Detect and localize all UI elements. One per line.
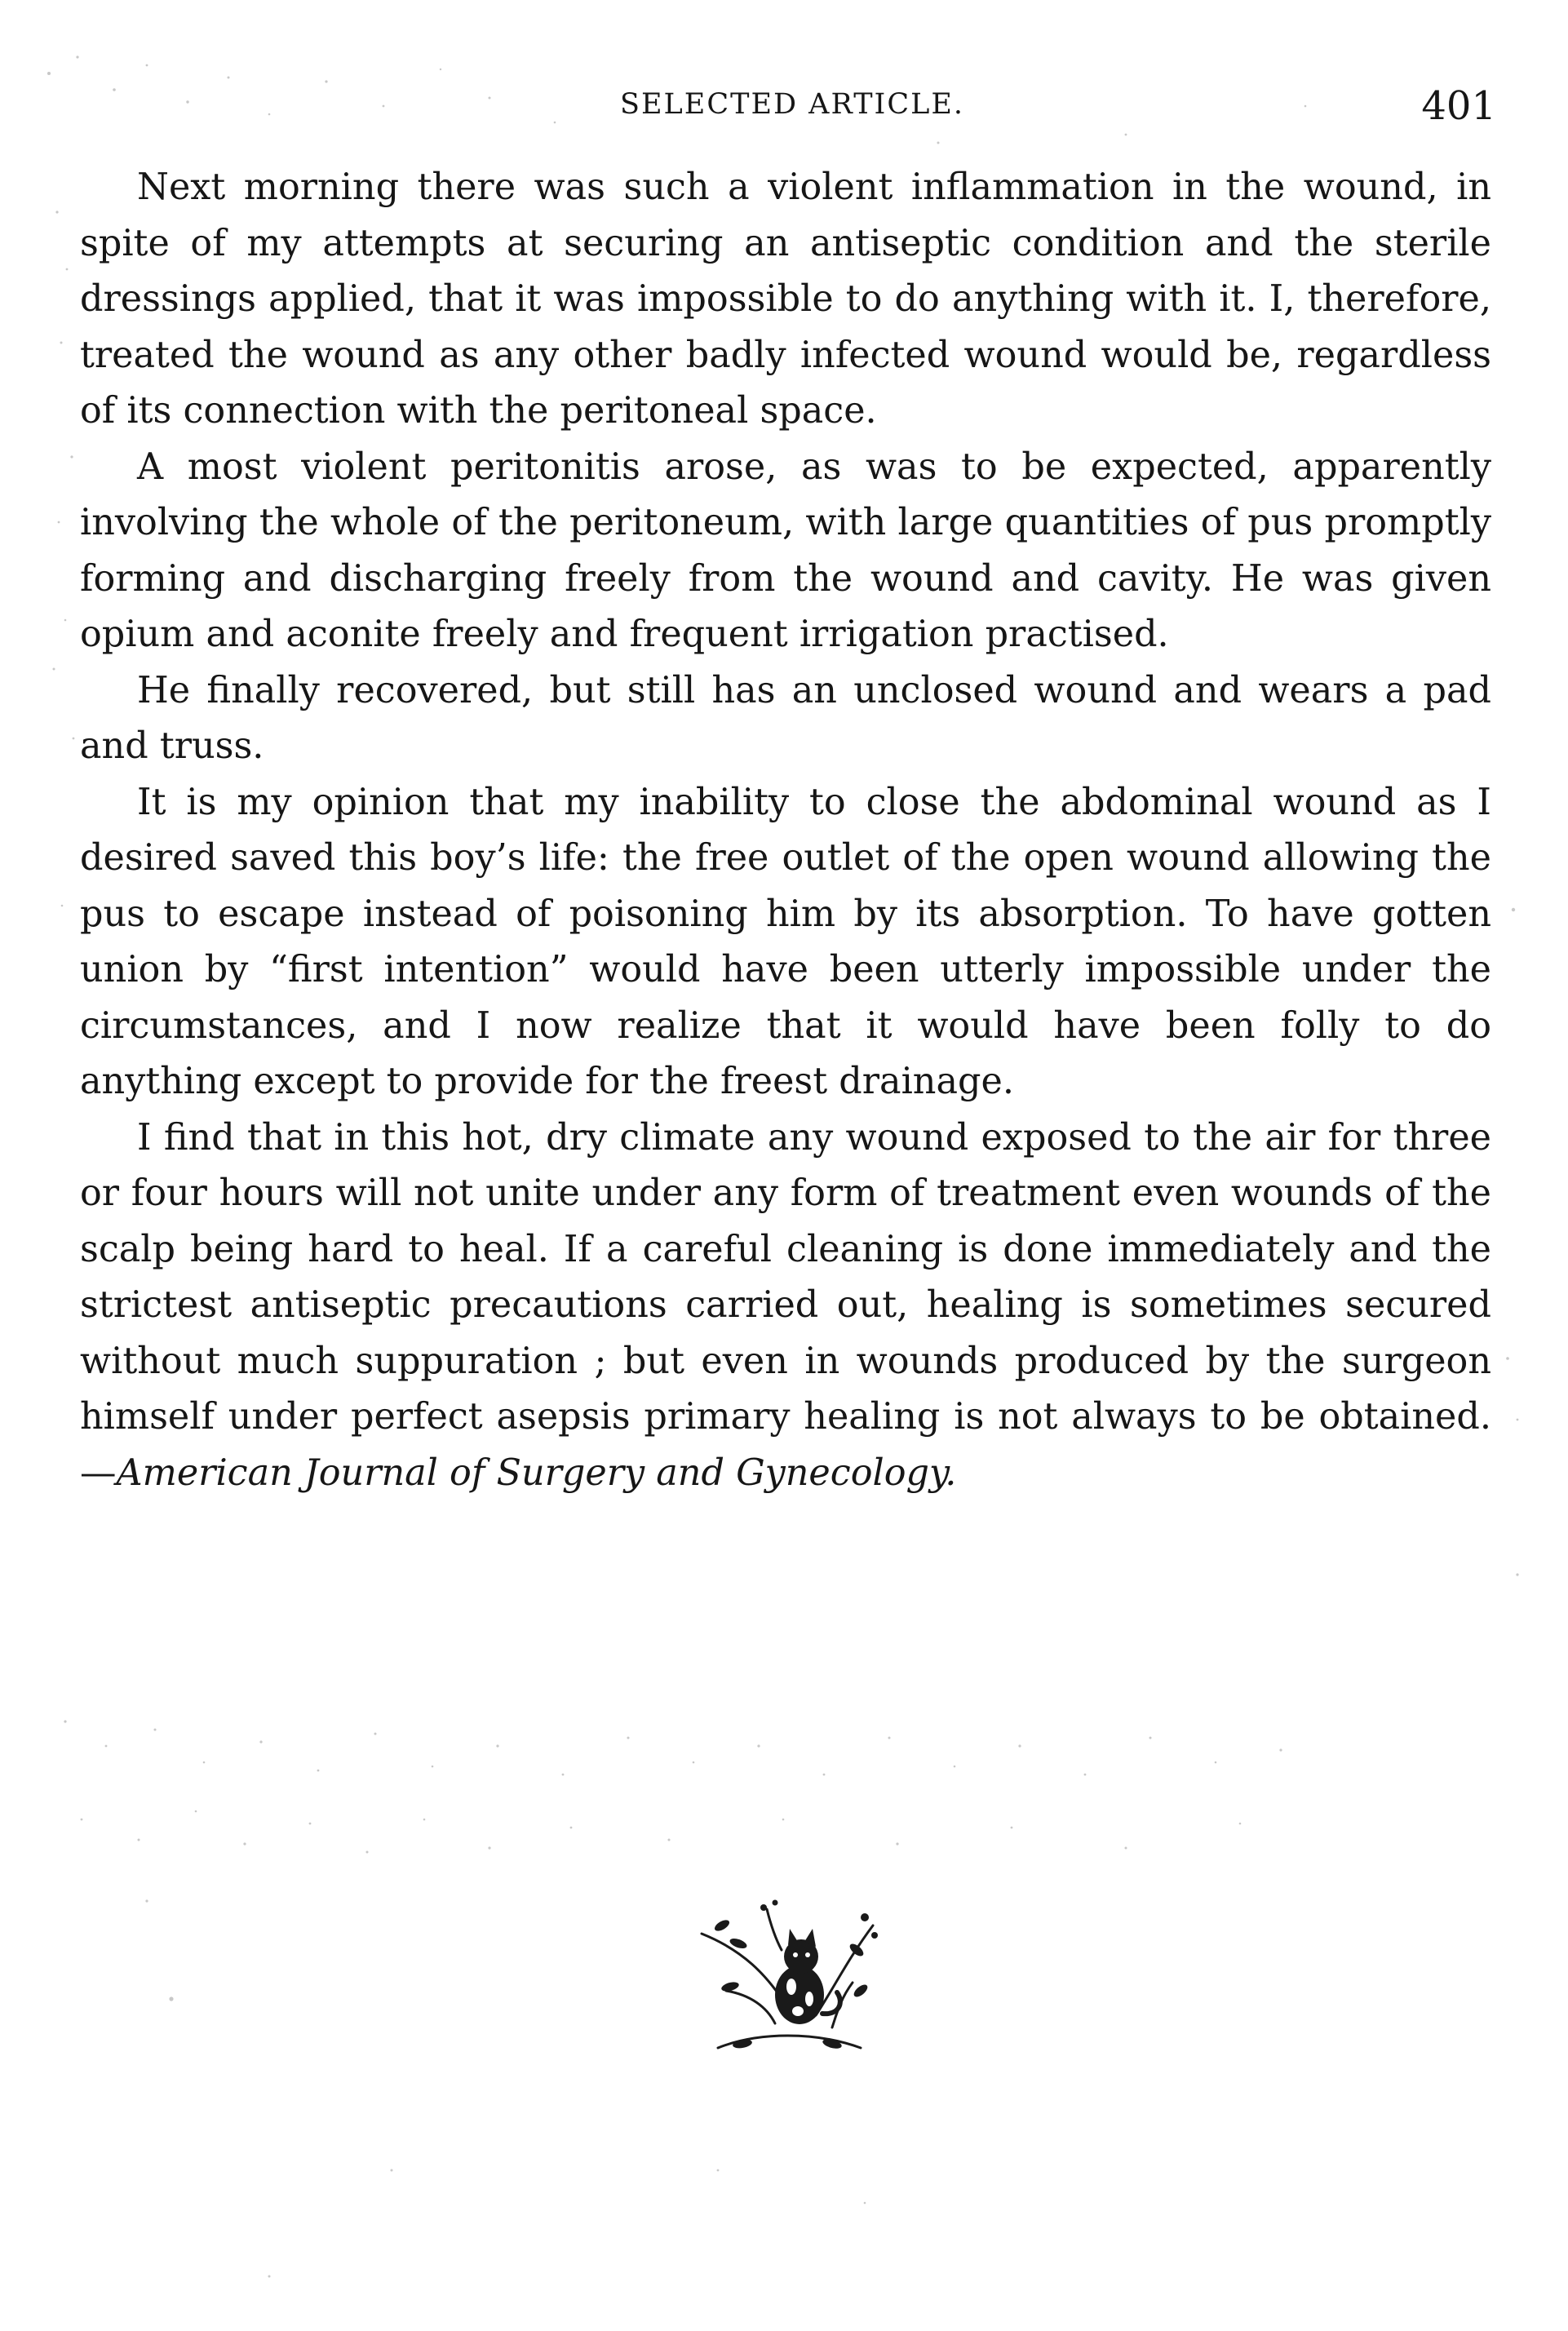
paragraph-4: It is my opinion that my inability to close the abdominal wound as I desired saved this boy’s life: the free outlet of the open wound allowing the pus to escape instead of poisoning him by its absorption. To have gotten union by “first intention” would have been utterly impossible under the circumstances, and I now realize that it would have been folly to do anything except to provide for the freest drainage. — [80, 781, 1491, 1102]
page-number: 401 — [1421, 83, 1496, 129]
paragraph-5 — [80, 1110, 1491, 1502]
paragraph-1: Next morning there was such a violent inflammation in the wound, in spite of my attempts at securing an antiseptic condition and the sterile dressings applied, that it was impossible to do anything with it. I, therefore, treated the wound as any other badly infected wound would be, regardless of its connection with the peritoneal space. — [80, 166, 1491, 432]
journal-citation: American Journal of Surgery and Gynecology. — [116, 1451, 957, 1494]
running-head — [0, 83, 1568, 137]
paragraph-5-text: I find that in this hot, dry climate any wound exposed to the air for three or four hours will not unite under any form of treatment even wounds of the scalp being hard to heal. If a careful cleaning is done immediately and the strictest antiseptic precautions carried out, healing is sometimes secured without much suppuration ; but even in wounds produced by the surgeon himself under perfect asepsis primary healing is not always to be obtained.— — [80, 1116, 1491, 1494]
cat-vignette-icon — [693, 1893, 881, 2064]
paragraph-3: He finally recovered, but still has an unclosed wound and wears a pad and truss. — [80, 669, 1491, 767]
article-body — [80, 160, 1491, 1501]
running-title: SELECTED ARTICLE. — [620, 88, 965, 121]
paragraph-2: A most violent peritonitis arose, as was to be expected, apparently involving the whole of the peritoneum, with large quantities of pus promptly forming and discharging freely from the wound and cavity. He was given opium and aconite freely and frequent irrigation practised. — [80, 445, 1491, 655]
